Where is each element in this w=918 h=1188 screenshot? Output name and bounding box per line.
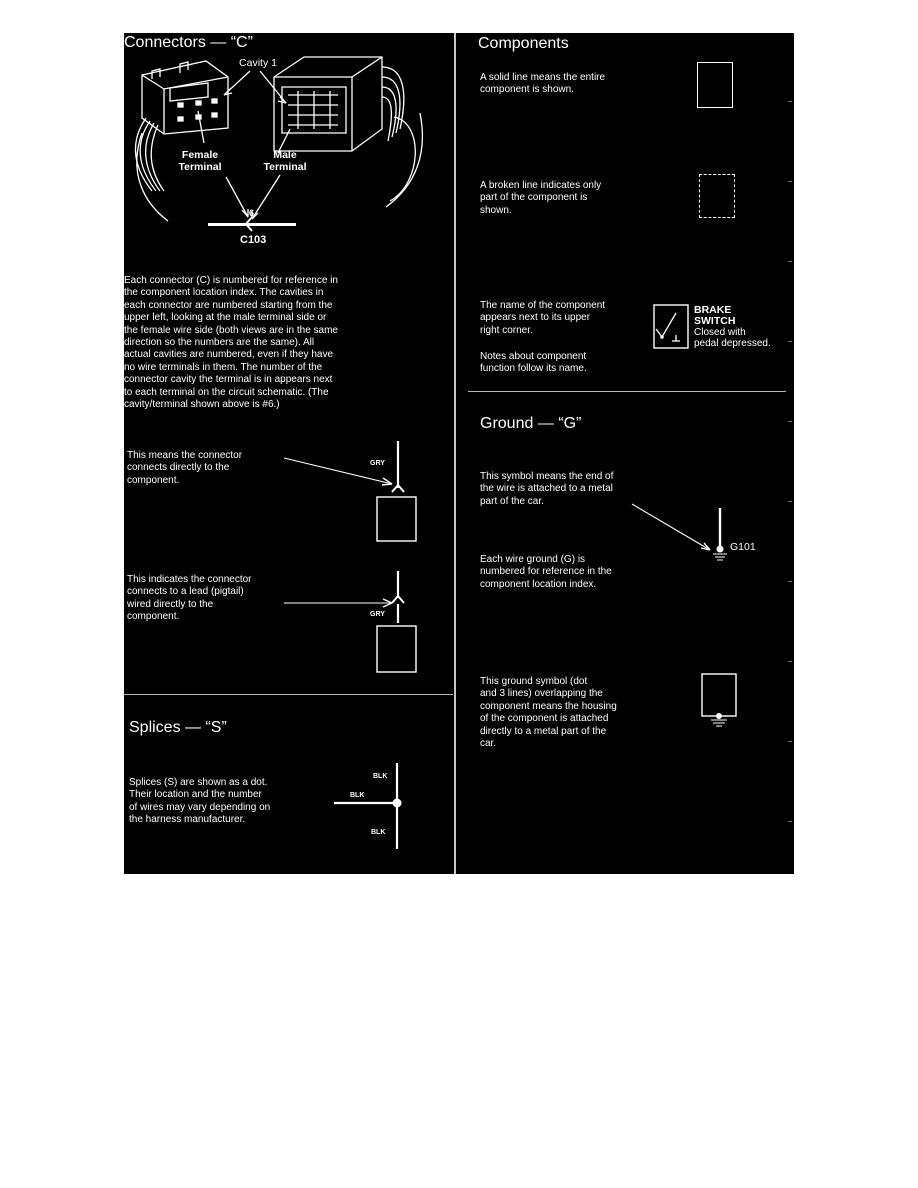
margin-tick [788, 661, 792, 662]
left-divider [124, 694, 453, 695]
right-divider [468, 391, 786, 392]
component-notes-text: Notes about component function follow its name. [480, 351, 587, 375]
splices-text: Splices (S) are shown as a dot. Their location and the number of wires may vary depending on the harness manufacturer. [129, 777, 271, 826]
margin-tick [788, 501, 792, 502]
margin-tick [788, 421, 792, 422]
brake-switch-name: BRAKE SWITCH [694, 304, 736, 327]
margin-tick [788, 101, 792, 102]
pigtail-connector-diagram [284, 568, 424, 678]
component-name-text: The name of the component appears next to its upper right corner. [480, 300, 606, 336]
broken-component-box [699, 174, 735, 218]
margin-tick [788, 341, 792, 342]
ground-id: G101 [730, 541, 756, 553]
splice-wire-bottom: BLK [371, 829, 386, 836]
cavity-label: Cavity 1 [239, 57, 277, 69]
margin-tick [788, 181, 792, 182]
margin-tick [788, 821, 792, 822]
ground-heading: Ground — “G” [480, 415, 582, 432]
ground-symbol-text: This symbol means the end of the wire is attached to a metal part of the car. [480, 471, 614, 507]
connector-id: C103 [240, 234, 267, 246]
direct-wire-color: GRY [370, 460, 385, 467]
pigtail-wire-color: GRY [370, 611, 385, 618]
housing-ground-text: This ground symbol (dot and 3 lines) overlapping the component means the housing of the component is attached directly to a metal part of the car. [480, 676, 617, 750]
direct-connector-diagram [284, 438, 424, 553]
male-terminal-label: Male Terminal [263, 149, 307, 173]
cavity-number: 6 [249, 208, 255, 218]
margin-tick [788, 581, 792, 582]
solid-line-text: A solid line means the entire component is shown. [480, 72, 606, 96]
broken-line-text: A broken line indicates only part of the component is shown. [480, 180, 602, 216]
connector-illustration [124, 33, 454, 263]
components-heading: Components [478, 35, 569, 52]
connector-description: Each connector (C) is numbered for reference in the component location index. The cavities in each connector are numbered starting from the upper left, looking at the male terminal side or the female wire side (both views are in the same direction so the numbers are the same). All actual cavities are numbered, even if they have no wire terminals in them. The number of the connector cavity the terminal is in appears next to each terminal on the circuit schematic. (The cavity/terminal shown above is #6.) [124, 275, 338, 411]
solid-component-box [697, 62, 733, 108]
margin-tick [788, 741, 792, 742]
reference-sheet [124, 33, 794, 874]
housing-ground-symbol [698, 671, 740, 727]
splice-diagram [324, 761, 414, 853]
pigtail-connection-text: This indicates the connector connects to a lead (pigtail) wired directly to the component. [127, 574, 252, 623]
direct-connection-text: This means the connector connects directly to the component. [127, 450, 243, 486]
female-terminal-label: Female Terminal [178, 149, 222, 173]
splices-heading: Splices — “S” [129, 719, 227, 736]
connectors-heading: Connectors — “C” [124, 34, 253, 51]
ground-numbered-text: Each wire ground (G) is numbered for reference in the component location index. [480, 554, 612, 590]
splice-wire-left: BLK [350, 792, 365, 799]
margin-tick [788, 261, 792, 262]
column-divider [454, 33, 456, 874]
splice-wire-top: BLK [373, 773, 388, 780]
brake-switch-note: Closed with pedal depressed. [694, 327, 771, 349]
brake-switch-symbol [652, 303, 692, 351]
